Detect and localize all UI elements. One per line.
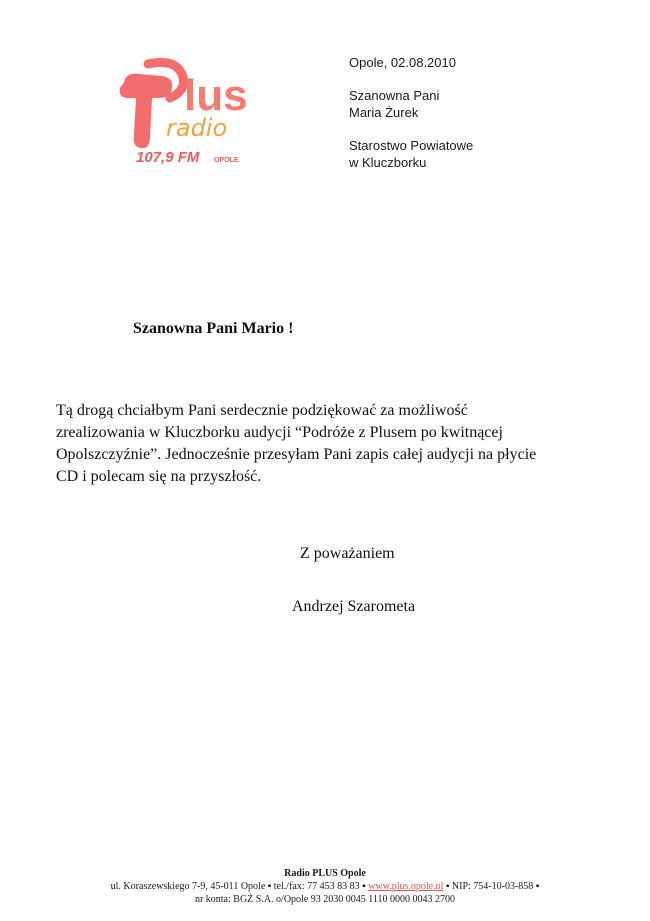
recipient-block xyxy=(349,87,473,121)
logo-frequency-text: 107,9 FM xyxy=(136,149,200,166)
logo-cross-shape xyxy=(120,74,173,149)
body-line: CD i polecam się na przyszłość. xyxy=(56,468,262,485)
signature-name: Andrzej Szarometa xyxy=(292,598,416,615)
radio-plus-logo-graphic xyxy=(104,54,279,174)
letterhead-footer xyxy=(0,867,650,906)
letter-body xyxy=(56,400,596,488)
logo-city-text: OPOLE xyxy=(214,157,239,164)
recipient-name: Maria Żurek xyxy=(349,105,419,120)
logo-brand-text: lus xyxy=(184,71,248,120)
footer-company-name: Radio PLUS Opole xyxy=(284,868,366,879)
office-name: Starostwo Powiatowe xyxy=(349,138,474,153)
body-line: zrealizowania w Kluczborku audycji “Podróże z Plusem po kwitnącej xyxy=(56,424,503,441)
body-line: Tą drogą chciałbym Pani serdecznie podziękować za możliwość xyxy=(56,402,468,419)
footer-nip: ▪ NIP: 754-10-03-858 ▪ xyxy=(443,881,540,892)
radio-plus-logo xyxy=(104,54,279,174)
salutation: Szanowna Pani Mario ! xyxy=(133,320,294,337)
body-line: Opolszczyźnie”. Jednocześnie przesyłam Pani zapis całej audycji na płycie xyxy=(56,446,537,463)
logo-radio-text: radio xyxy=(166,114,228,142)
office-location: w Kluczborku xyxy=(349,155,427,170)
letter-date: Opole, 02.08.2010 xyxy=(349,55,456,70)
footer-website-link[interactable]: www.plus.opole.pl xyxy=(368,881,444,892)
footer-address: ul. Koraszewskiego 7-9, 45-011 Opole ▪ tel./fax: 77 453 83 83 ▪ xyxy=(110,881,369,892)
address-block xyxy=(349,54,473,171)
closing-phrase: Z poważaniem xyxy=(300,545,395,562)
recipient-title: Szanowna Pani xyxy=(349,88,440,103)
office-block xyxy=(349,137,473,171)
footer-bank-account: nr konta: BGŻ S.A. o/Opole 93 2030 0045 1110 0000 0043 2700 xyxy=(194,894,456,905)
footer-address-line xyxy=(0,880,650,893)
